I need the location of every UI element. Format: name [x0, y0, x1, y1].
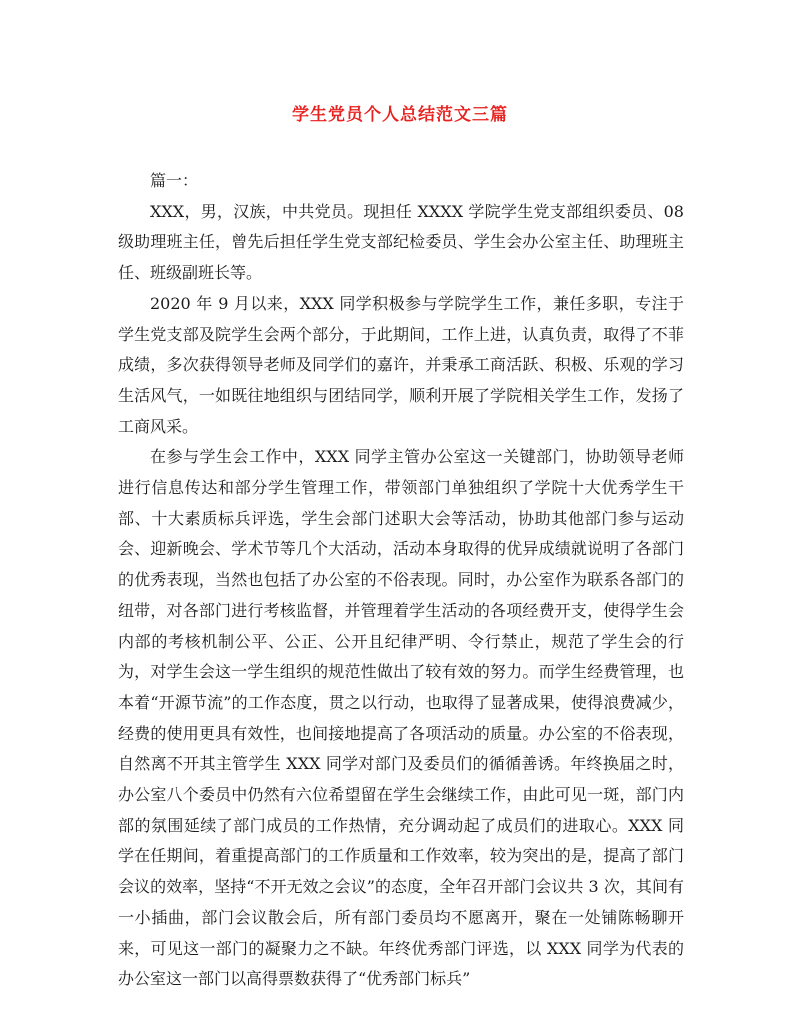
paragraph-3: 在参与学生会工作中，XXX 同学主管办公室这一关键部门，协助领导老师进行信息传达和部分学生管理工作，带领部门单独组织了学院十大优秀学生干部、十大素质标兵评选，学生会部门述职大会等活动，协助其他部门参与运动会、迎新晚会、学术节等几个大活动，活动本身取得的优异成绩就说明了各部门的优秀表现，当然也包括了办公室的不俗表现。同时，办公室作为联系各部门的纽带，对各部门进行考核监督，并管理着学生活动的各项经费开支，使得学生会内部的考核机制公平、公正、公开且纪律严明、令行禁止，规范了学生会的行为，对学生会这一学生组织的规范性做出了较有效的努力。而学生经费管理，也本着“开源节流”的工作态度，贯之以行动，也取得了显著成果，使得浪费减少，经费的使用更具有效性，也间接地提高了各项活动的质量。办公室的不俗表现，自然离不开其主管学生 XXX 同学对部门及委员们的循循善诱。年终换届之时，办公室八个委员中仍然有六位希望留在学生会继续工作，由此可见一斑，部门内部的氛围延续了部门成员的工作热情，充分调动起了成员们的进取心。XXX 同学在任期间，着重提高部门的工作质量和工作效率，较为突出的是，提高了部门会议的效率，坚持“不开无效之会议”的态度，全年召开部门会议共 3 次，其间有一小插曲，部门会议散会后，所有部门委员均不愿离开，聚在一处铺陈畅聊开来，可见这一部门的凝聚力之不缺。年终优秀部门评选，以 XXX 同学为代表的办公室这一部门以高得票数获得了“优秀部门标兵”: [118, 447, 684, 989]
document-body: [118, 166, 684, 995]
paragraph-2: 2020 年 9 月以来，XXX 同学积极参与学院学生工作，兼任多职，专注于学生党支部及院学生会两个部分，于此期间，工作上进，认真负责，取得了不菲成绩，多次获得领导老师及同学们的嘉许，并秉承工商活跃、积极、乐观的学习生活风气，一如既往地组织与团结同学，顺利开展了学院相关学生工作，发扬了工商风采。: [118, 293, 684, 436]
paragraph-1: XXX，男，汉族，中共党员。现担任 XXXX 学院学生党支部组织委员、08 级助理班主任，曾先后担任学生党支部纪检委员、学生会办公室主任、助理班主任、班级副班长等。: [118, 201, 684, 283]
section-label: 篇一：: [150, 171, 199, 190]
page-title: 学生党员个人总结范文三篇: [292, 105, 508, 125]
